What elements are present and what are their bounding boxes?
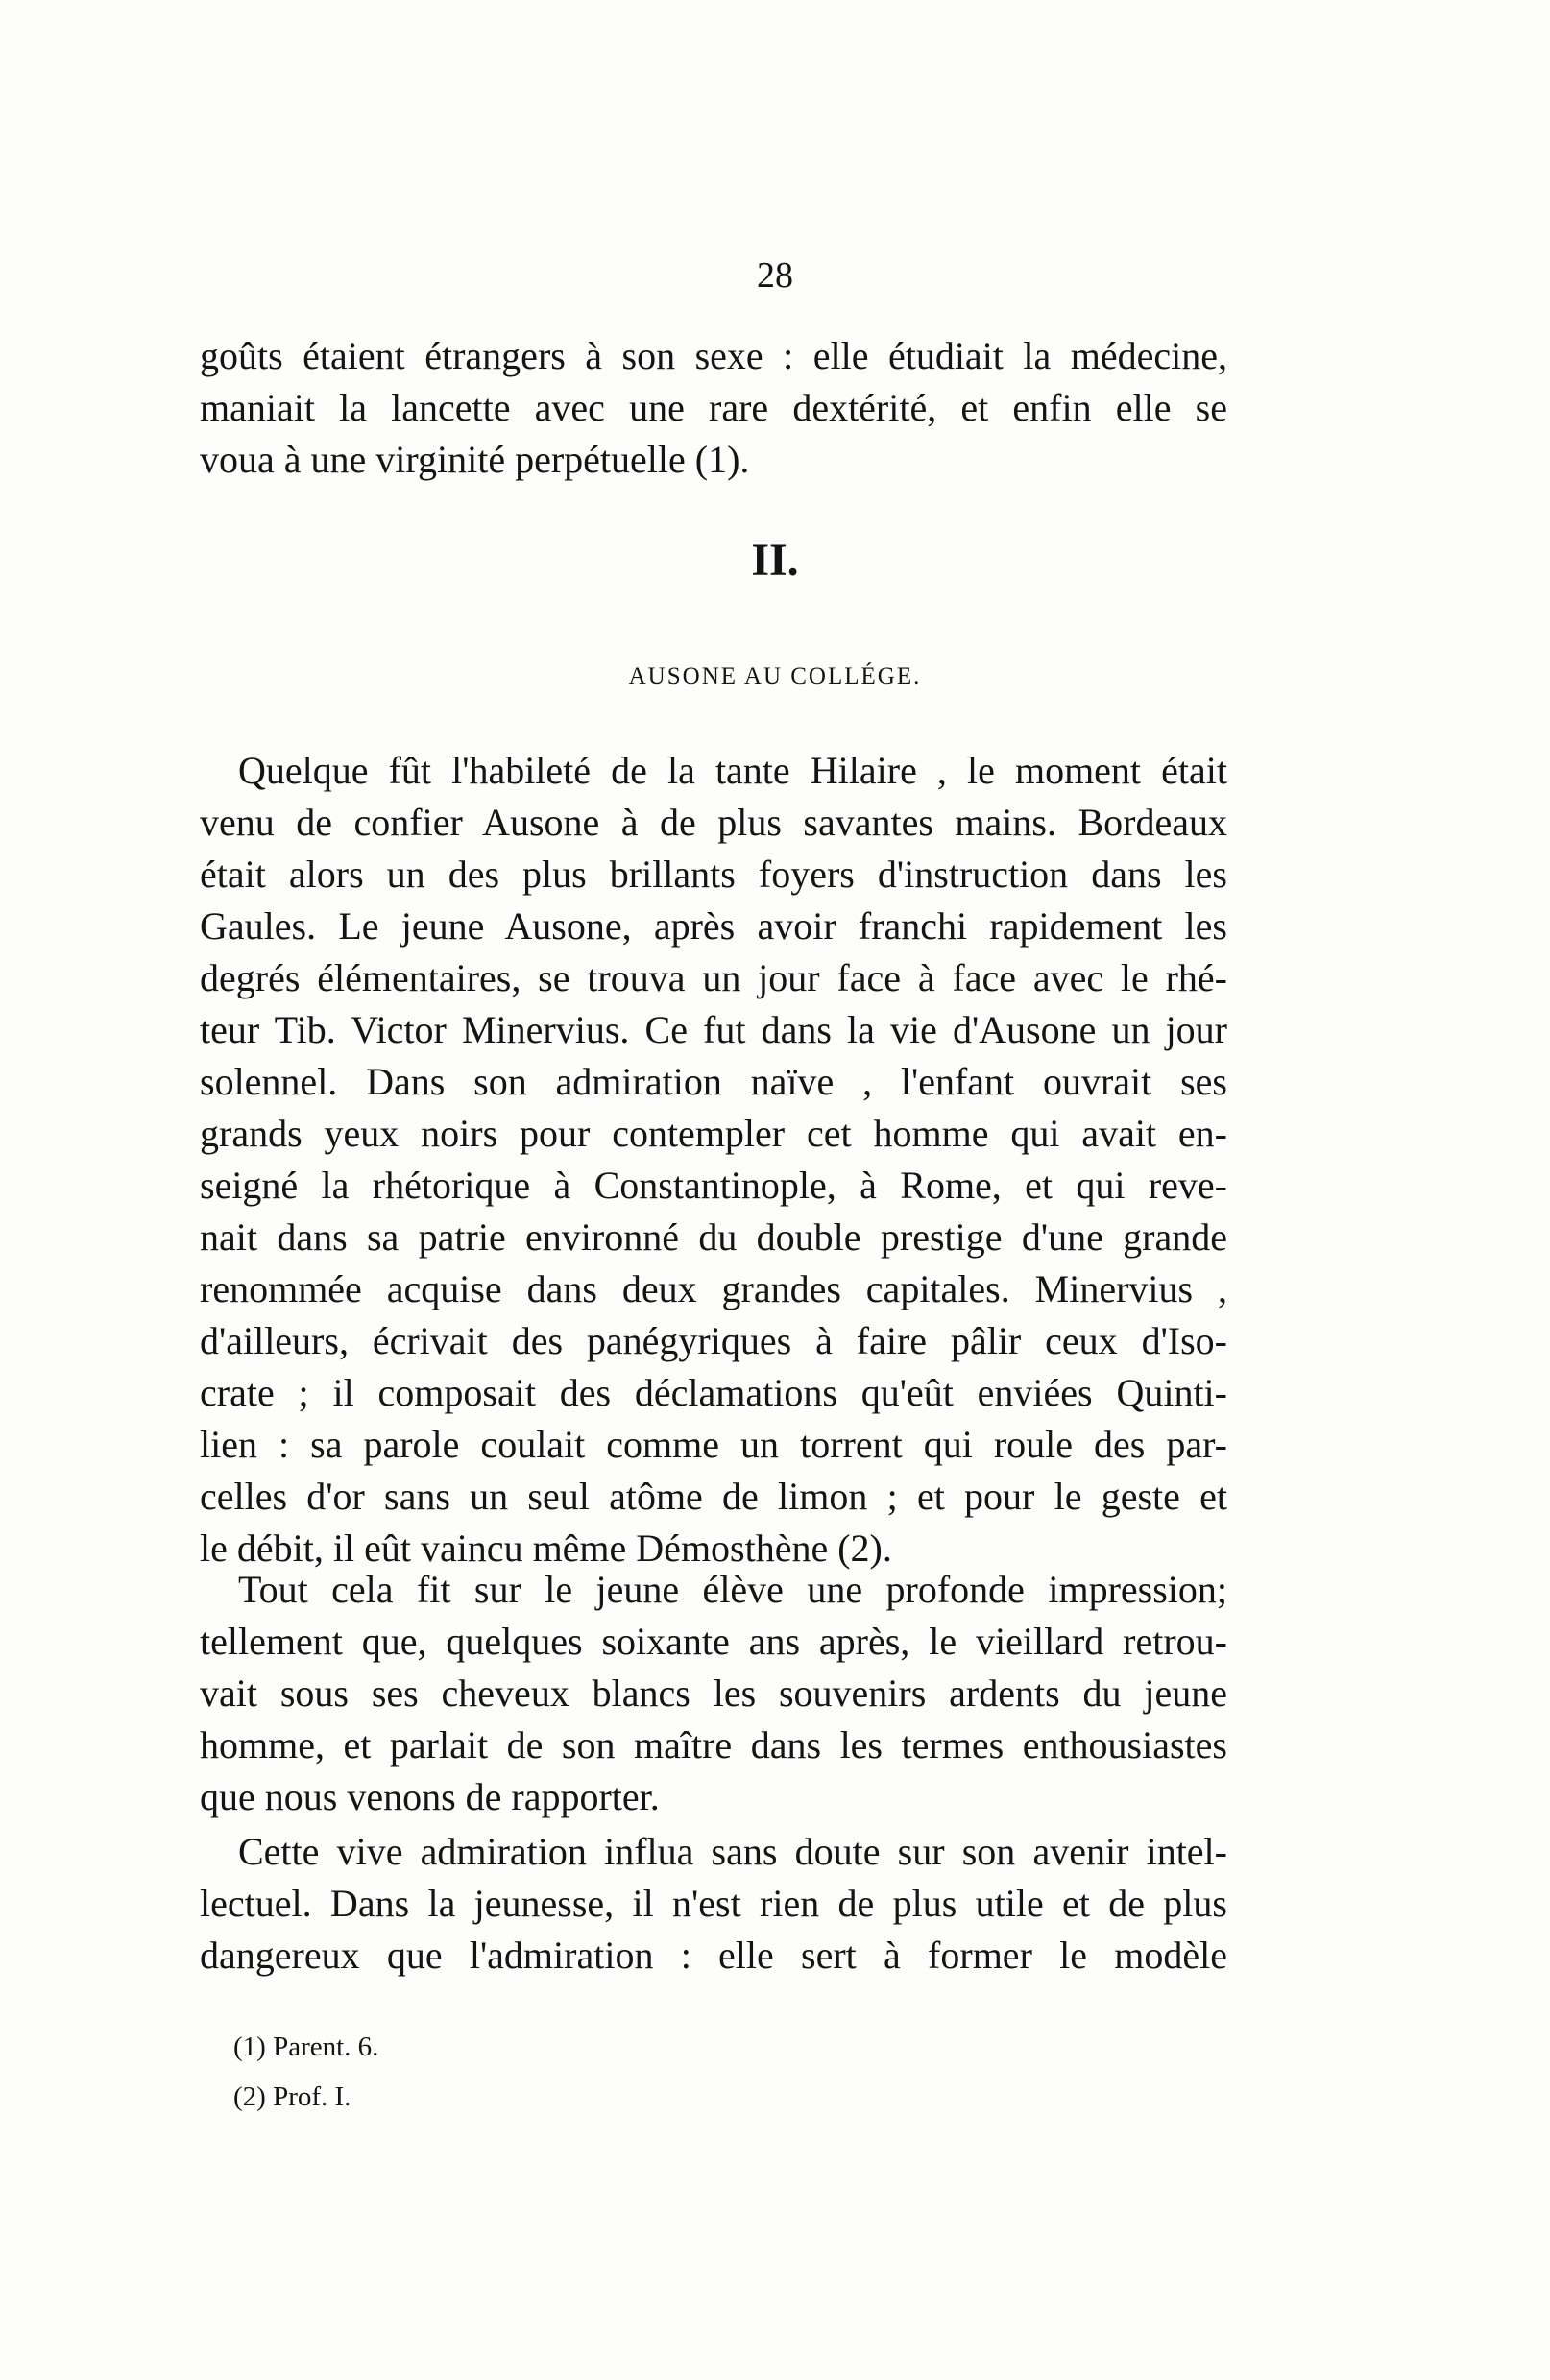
section-numeral: II. [751, 535, 799, 586]
text-line: le débit, il eût vaincu même Démosthène (2). [200, 1527, 892, 1570]
opening-paragraph [200, 330, 1227, 486]
text-line: dangereux que l'admiration : elle sert à former le modèle [200, 1934, 1227, 1977]
paragraph-3 [200, 1826, 1227, 1982]
text-line: vait sous ses cheveux blancs les souvenirs ardents du jeune [200, 1671, 1227, 1715]
text-line: lien : sa parole coulait comme un torrent qui roule des par- [200, 1423, 1227, 1466]
text-line: grands yeux noirs pour contempler cet homme qui avait en- [200, 1112, 1227, 1155]
text-line: crate ; il composait des déclamations qu'eût enviées Quinti- [200, 1371, 1227, 1414]
text-line: lectuel. Dans la jeunesse, il n'est rien de plus utile et de plus [200, 1882, 1227, 1925]
text-line: était alors un des plus brillants foyers d'instruction dans les [200, 853, 1227, 896]
text-line: venu de confier Ausone à de plus savantes mains. Bordeaux [200, 801, 1227, 844]
footnotes [233, 2022, 810, 2122]
text-line: solennel. Dans son admiration naïve , l'enfant ouvrait ses [200, 1060, 1227, 1103]
text-line: Tout cela fit sur le jeune élève une profonde impression; [238, 1568, 1227, 1611]
text-line: celles d'or sans un seul atôme de limon ; et pour le geste et [200, 1475, 1227, 1518]
text-line: que nous venons de rapporter. [200, 1775, 660, 1818]
text-line: voua à une virginité perpétuelle (1). [200, 438, 750, 481]
text-line: teur Tib. Victor Minervius. Ce fut dans la vie d'Ausone un jour [200, 1008, 1227, 1051]
paragraph-2 [200, 1564, 1227, 1823]
text-line: Quelque fût l'habileté de la tante Hilaire , le moment était [238, 749, 1227, 792]
text-line: seigné la rhétorique à Constantinople, à Rome, et qui reve- [200, 1164, 1227, 1207]
text-line: renommée acquise dans deux grandes capitales. Minervius , [200, 1267, 1227, 1310]
text-line: nait dans sa patrie environné du double prestige d'une grande [200, 1215, 1227, 1259]
text-line: degrés élémentaires, se trouva un jour face à face avec le rhé- [200, 956, 1227, 999]
text-line: d'ailleurs, écrivait des panégyriques à faire pâlir ceux d'Iso- [200, 1319, 1227, 1362]
page-number: 28 [757, 255, 793, 296]
section-title: AUSONE AU COLLÉGE. [628, 663, 922, 689]
footnote: (2) Prof. I. [233, 2081, 351, 2112]
text-line: maniait la lancette avec une rare dextérité, et enfin elle se [200, 386, 1227, 429]
footnote: (1) Parent. 6. [233, 2031, 379, 2062]
text-line: Gaules. Le jeune Ausone, après avoir franchi rapidement les [200, 904, 1227, 948]
text-line: homme, et parlait de son maître dans les termes enthousiastes [200, 1723, 1227, 1767]
text-line: Cette vive admiration influa sans doute sur son avenir intel- [238, 1830, 1227, 1873]
paragraph-1 [200, 745, 1227, 1575]
text-line: tellement que, quelques soixante ans après, le vieillard retrou- [200, 1620, 1227, 1663]
text-line: goûts étaient étrangers à son sexe : elle étudiait la médecine, [200, 334, 1227, 377]
